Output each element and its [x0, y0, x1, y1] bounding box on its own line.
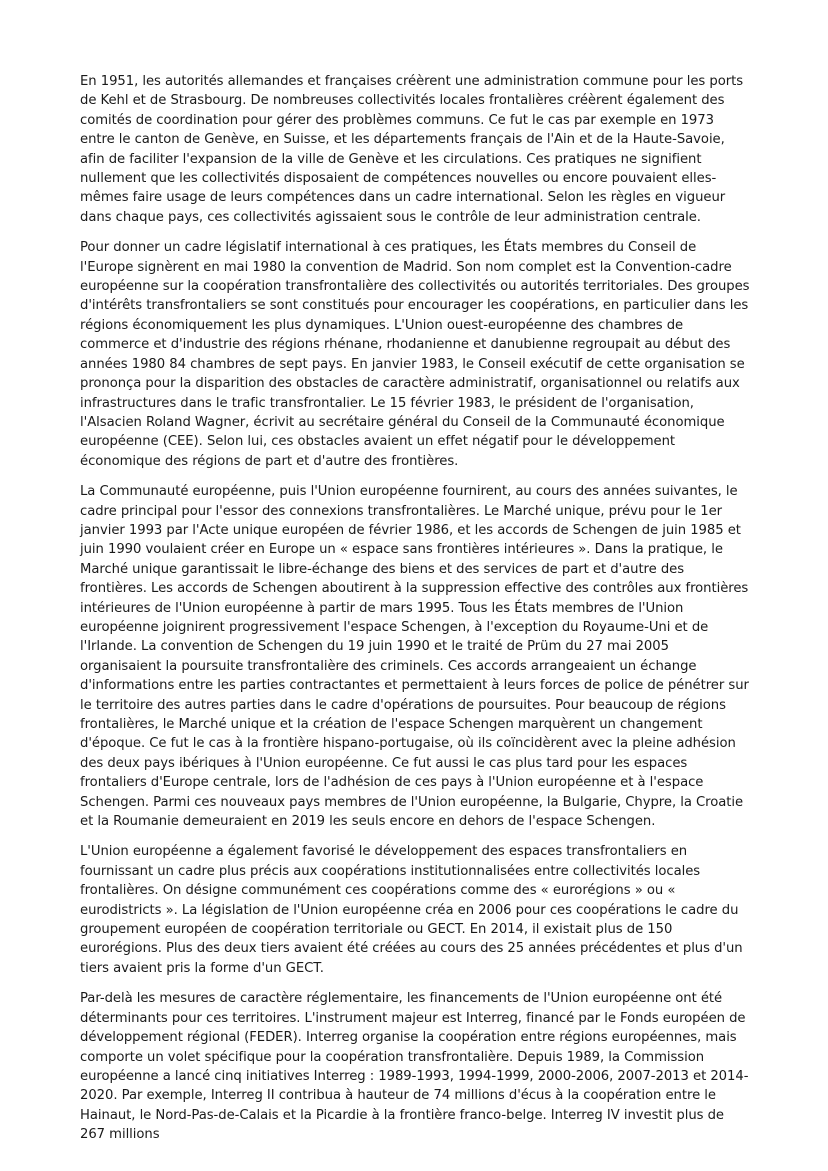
paragraph-1: En 1951, les autorités allemandes et françaises créèrent une administration commune pour les ports de Kehl et de Strasbourg. De nombreuses collectivités locales frontalières créèrent également des comités de coordination pour gérer des problèmes communs. Ce fut le cas par exemple en 1973 entre le canton de Genève, en Suisse, et les départements français de l'Ain et de la Haute-Savoie, afin de faciliter l'expansion de la ville de Genève et les circulations. Ces pratiques ne signifient nullement que les collectivités disposaient de compétences nouvelles ou encore pouvaient elles-mêmes faire usage de leurs compétences dans un cadre international. Selon les règles en vigueur dans chaque pays, ces collectivités agissaient sous le contrôle de leur administration centrale. [80, 74, 744, 225]
paragraph-5: Par-delà les mesures de caractère réglementaire, les financements de l'Union européenne ont été déterminants pour ces territoires. L'instrument majeur est Interreg, financé par le Fonds européen de développement régional (FEDER). Interreg organise la coopération entre régions européennes, mais comporte un volet spécifique pour la coopération transfrontalière. Depuis 1989, la Commission européenne a lancé cinq initiatives Interreg : 1989-1993, 1994-1999, 2000-2006, 2007-2013 et 2014-2020. Par exemple, Interreg II contribua à hauteur de 74 millions d'écus à la coopération entre le Hainaut, le Nord-Pas-de-Calais et la Picardie à la frontière franco-belge. Interreg IV investit plus de 267 millions [80, 991, 749, 1143]
paragraph-3: La Communauté européenne, puis l'Union européenne fournirent, au cours des années suivantes, le cadre principal pour l'essor des connexions transfrontalières. Le Marché unique, prévu pour le 1er janvier 1993 par l'Acte unique européen de février 1986, et les accords de Schengen de juin 1985 et juin 1990 voulaient créer en Europe un « espace sans frontières intérieures ». Dans la pratique, le Marché unique garantissait le libre-échange des biens et des services de part et d'autre des frontières. Les accords de Schengen aboutirent à la suppression effective des contrôles aux frontières intérieures de l'Union européenne à partir de mars 1995. Tous les États membres de l'Union européenne joignirent progressivement l'espace Schengen, à l'exception du Royaume-Uni et de l'Irlande. La convention de Schengen du 19 juin 1990 et le traité de Prüm du 27 mai 2005 organisaient la poursuite transfrontalière des criminels. Ces accords arrangeaient un échange d'informations entre les parties contractantes et permettaient à leurs forces de police de pénétrer sur le territoire des autres parties dans le cadre d'opérations de poursuites. Pour beaucoup de régions frontalières, le Marché unique et la création de l'espace Schengen marquèrent un changement d'époque. Ce fut le cas à la frontière hispano-portugaise, où ils coïncidèrent avec la pleine adhésion des deux pays ibériques à l'Union européenne. Ce fut aussi le cas plus tard pour les espaces frontaliers d'Europe centrale, lors de l'adhésion de ces pays à l'Union européenne et à l'espace Schengen. Parmi ces nouveaux pays membres de l'Union européenne, la Bulgarie, Chypre, la Croatie et la Roumanie demeuraient en 2019 les seuls encore en dehors de l'espace Schengen. [80, 484, 749, 830]
paragraph-4: L'Union européenne a également favorisé le développement des espaces transfrontaliers en fournissant un cadre plus précis aux coopérations institutionnalisées entre collectivités locales frontalières. On désigne communément ces coopérations comme des « eurorégions » ou « eurodistricts ». La législation de l'Union européenne créa en 2006 pour ces coopérations le cadre du groupement européen de coopération territoriale ou GECT. En 2014, il existait plus de 150 eurorégions. Plus des deux tiers avaient été créées au cours des 25 années précédentes et plus d'un tiers avaient pris la forme d'un GECT. [80, 844, 743, 976]
paragraph-2: Pour donner un cadre législatif international à ces pratiques, les États membres du Conseil de l'Europe signèrent en mai 1980 la convention de Madrid. Son nom complet est la Convention-cadre européenne sur la coopération transfrontalière des collectivités ou autorités territoriales. Des groupes d'intérêts transfrontaliers se sont constitués pour encourager les coopérations, en particulier dans les régions économiquement les plus dynamiques. L'Union ouest-européenne des chambres de commerce et d'industrie des régions rhénane, rhodanienne et danubienne regroupait au début des années 1980 84 chambres de sept pays. En janvier 1983, le Conseil exécutif de cette organisation se prononça pour la disparition des obstacles de caractère administratif, organisationnel ou relatifs aux infrastructures dans le trafic transfrontalier. Le 15 février 1983, le président de l'organisation, l'Alsacien Roland Wagner, écrivit au secrétaire général du Conseil de la Communauté économique européenne (CEE). Selon lui, ces obstacles avaient un effet négatif pour le développement économique des régions de part et d'autre des frontières. [80, 240, 750, 469]
document-page [80, 72, 750, 1156]
